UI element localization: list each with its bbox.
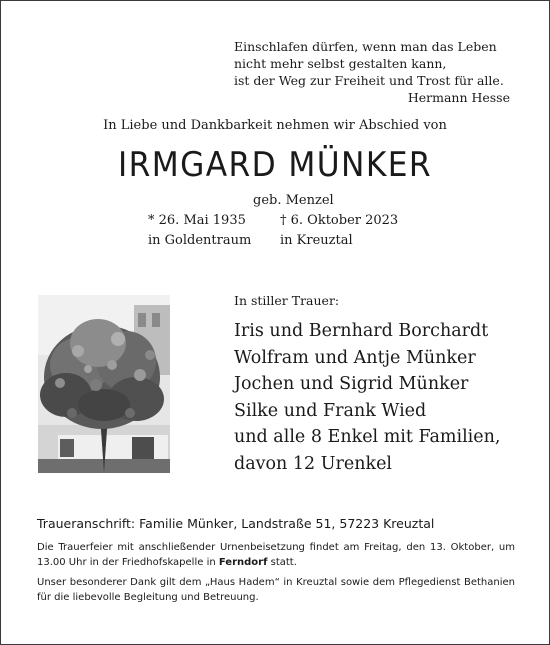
- death-place: in Kreuztal: [280, 233, 353, 248]
- mourners-intro: In stiller Trauer:: [234, 293, 340, 308]
- mourner-line: Silke und Frank Wied: [234, 400, 427, 421]
- mourner-line: Jochen und Sigrid Münker: [234, 374, 469, 394]
- poem-line: nicht mehr selbst gestalten kann,: [234, 56, 447, 71]
- mourning-address: Traueranschrift: Familie Münker, Landstraße 51, 57223 Kreuztal: [37, 516, 435, 531]
- birth-place: in Goldentraum: [148, 233, 252, 248]
- funeral-notice-text: Die Trauerfeier mit anschließender Urnenbeisetzung findet am Freitag, den 13. Oktober, um 13.00 Uhr in der Friedhofskapelle in: [37, 542, 515, 568]
- poem-block: [234, 38, 524, 106]
- funeral-notice: [37, 541, 515, 570]
- poem-line: ist der Weg zur Freiheit und Trost für alle.: [234, 73, 504, 88]
- deceased-name: IRMGARD MÜNKER: [118, 145, 432, 185]
- thanks-note: Unser besonderer Dank gilt dem „Haus Hadem“ in Kreuztal sowie dem Pflegedienst Bethanien für die liebevolle Begleitung und Betreuung.: [37, 577, 515, 603]
- funeral-place: Ferndorf: [218, 556, 268, 568]
- memorial-photo: [38, 295, 170, 473]
- farewell-intro: In Liebe und Dankbarkeit nehmen wir Abschied von: [103, 118, 447, 133]
- death-block: [280, 211, 398, 251]
- mourner-line: Wolfram und Antje Münker: [234, 347, 476, 368]
- death-date: † 6. Oktober 2023: [280, 213, 399, 228]
- birth-date: * 26. Mai 1935: [148, 213, 246, 228]
- poem-line: Einschlafen dürfen, wenn man das Leben: [234, 39, 497, 54]
- birth-block: [148, 211, 251, 251]
- mourner-line: und alle 8 Enkel mit Familien,: [234, 427, 501, 447]
- funeral-notice-end: statt.: [267, 556, 297, 568]
- mourner-line: Iris und Bernhard Borchardt: [234, 321, 489, 341]
- mourners-list: [234, 318, 500, 477]
- mourner-line: davon 12 Urenkel: [234, 453, 393, 474]
- maiden-name: geb. Menzel: [253, 193, 334, 208]
- poem-author: Hermann Hesse: [407, 90, 510, 105]
